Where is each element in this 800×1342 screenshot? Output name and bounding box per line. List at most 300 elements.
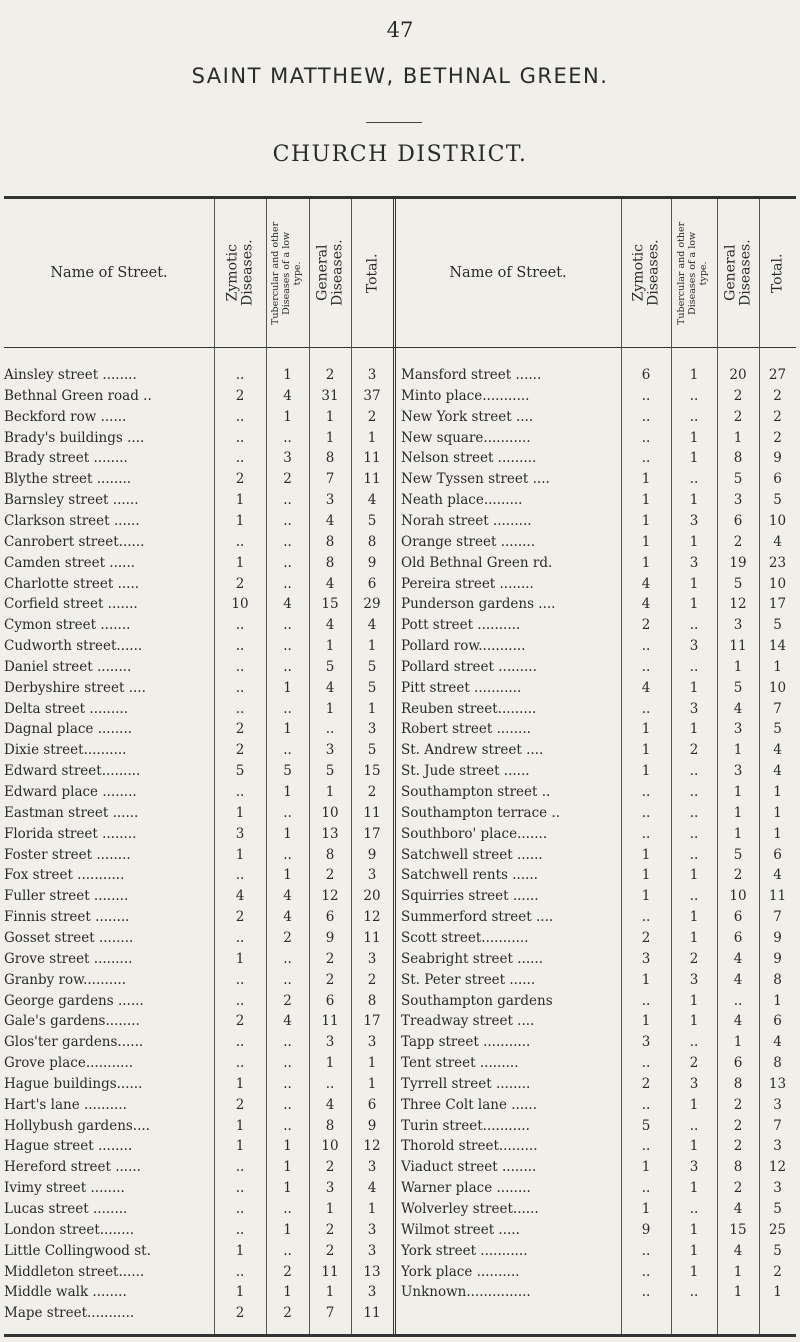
left-zymotic-cell: .. <box>235 1034 245 1051</box>
right-street-name: St. Andrew street .... <box>401 742 544 759</box>
left-total-cell: 3 <box>367 1221 377 1238</box>
table-row <box>4 1136 796 1156</box>
left-tubercular-cell: .. <box>283 492 292 509</box>
left-street-name: Derbyshire street .... <box>4 679 146 696</box>
left-general-cell: 3 <box>325 1180 335 1197</box>
page-title: SAINT MATTHEW, BETHNAL GREEN. <box>191 64 609 88</box>
right-total-cell: 2 <box>773 387 782 404</box>
right-total-cell: 3 <box>773 1180 782 1197</box>
right-total-cell: 9 <box>773 450 782 467</box>
left-street-name: Gosset street ........ <box>4 929 134 946</box>
left-street-name: Ainsley street ........ <box>4 367 137 383</box>
table-row <box>4 594 796 614</box>
right-street-name: Nelson street ......... <box>401 450 537 467</box>
right-tubercular-cell: 1 <box>689 429 699 446</box>
right-total-cell: 6 <box>773 846 782 863</box>
left-general-cell: 15 <box>321 596 339 613</box>
right-zymotic-cell: .. <box>641 408 651 425</box>
left-tubercular-cell: 1 <box>283 721 292 738</box>
right-total-cell: 4 <box>773 533 782 550</box>
left-street-name: Ivimy street ........ <box>4 1180 125 1197</box>
left-street-name: George gardens ...... <box>4 992 144 1009</box>
right-general-cell: 4 <box>733 1242 743 1259</box>
right-general-cell: 8 <box>733 450 743 467</box>
table-row <box>4 1032 796 1052</box>
left-general-cell: 8 <box>325 450 335 467</box>
right-zymotic-cell: 3 <box>641 950 651 967</box>
left-general-cell: 8 <box>325 846 335 863</box>
left-tubercular-cell: 4 <box>283 909 292 926</box>
right-street-name: Pereira street ........ <box>401 575 534 592</box>
left-zymotic-cell: 10 <box>231 596 249 613</box>
left-tubercular-cell: .. <box>283 1096 292 1113</box>
right-general-cell: 2 <box>733 867 743 884</box>
left-general-cell: 8 <box>325 1117 335 1134</box>
right-tubercular-cell: 1 <box>689 450 699 467</box>
left-general-cell: 5 <box>325 763 335 780</box>
left-zymotic-cell: 5 <box>235 763 245 780</box>
right-total-cell: 9 <box>773 950 782 967</box>
left-tubercular-cell: .. <box>283 658 292 675</box>
table-row <box>4 699 796 719</box>
table-row <box>4 1074 796 1094</box>
right-tubercular-cell: 1 <box>689 929 699 946</box>
left-general-cell: 11 <box>321 1013 339 1030</box>
left-zymotic-cell: 2 <box>235 1013 245 1030</box>
left-name-header-label: Name of Street. <box>50 265 168 281</box>
left-zymotic-cell: .. <box>235 971 245 988</box>
right-total-cell: 14 <box>768 638 787 655</box>
right-street-name: Wolverley street...... <box>401 1201 539 1217</box>
left-total-cell: 17 <box>363 825 381 842</box>
right-tubercular-cell: 1 <box>689 492 699 509</box>
title-divider <box>366 122 422 123</box>
right-total-cell: 4 <box>773 867 782 884</box>
right-zymotic-cell: .. <box>641 1180 651 1197</box>
left-street-name: Glos'ter gardens...... <box>4 1034 144 1051</box>
right-tubercular-cell: 1 <box>689 1013 699 1030</box>
table-row <box>4 1199 796 1219</box>
table-row <box>4 386 796 406</box>
table-row <box>4 970 796 990</box>
left-street-name: Grove place........... <box>4 1055 134 1072</box>
left-total-cell: 8 <box>367 992 377 1009</box>
left-zymotic-cell: 1 <box>235 950 245 967</box>
left-zymotic-cell: .. <box>235 679 245 696</box>
table-row <box>4 1282 796 1302</box>
left-tubercular-cell: 4 <box>283 387 292 404</box>
right-total-cell: 12 <box>768 1159 787 1176</box>
mortality-table <box>4 196 796 1337</box>
left-general-cell: 4 <box>325 512 335 529</box>
right-street-name: Pott street .......... <box>401 617 521 634</box>
left-tubercular-header <box>266 199 309 347</box>
left-general-cell: 10 <box>321 1138 339 1155</box>
right-general-cell: 3 <box>733 492 743 509</box>
left-general-cell: 3 <box>325 742 335 759</box>
left-general-cell: 11 <box>321 1263 339 1280</box>
right-total-cell: 27 <box>768 367 787 383</box>
left-total-cell: 6 <box>367 575 377 592</box>
right-general-cell: 20 <box>729 367 747 383</box>
right-general-cell: 8 <box>733 1075 743 1092</box>
right-name-header <box>395 199 621 347</box>
left-street-name: Middleton street...... <box>4 1263 145 1280</box>
left-zymotic-cell: 1 <box>235 1075 245 1092</box>
right-street-name: Seabright street ...... <box>401 950 544 967</box>
right-total-cell: 7 <box>773 909 782 926</box>
right-zymotic-cell: .. <box>641 1138 651 1155</box>
right-total-cell: 5 <box>773 1242 782 1259</box>
left-zymotic-cell: .. <box>235 617 245 634</box>
left-tubercular-cell: .. <box>283 1075 292 1092</box>
right-total-cell: 6 <box>773 1013 782 1030</box>
left-street-name: Edward place ........ <box>4 784 137 800</box>
right-total-cell: 17 <box>768 596 787 613</box>
right-zymotic-cell: .. <box>641 825 651 842</box>
left-tubercular-cell: .. <box>283 554 292 571</box>
left-zymotic-cell: 2 <box>235 575 245 592</box>
left-street-name: Gale's gardens........ <box>4 1013 140 1030</box>
right-tubercular-cell: 1 <box>689 596 699 613</box>
left-general-cell: 4 <box>325 1096 335 1113</box>
right-tubercular-cell: 1 <box>689 1263 699 1280</box>
table-row <box>4 761 796 781</box>
right-tubercular-cell: 3 <box>689 512 699 529</box>
left-tubercular-cell: .. <box>283 1201 292 1217</box>
left-zymotic-cell: 1 <box>235 846 245 863</box>
right-general-cell: 1 <box>733 429 743 446</box>
right-general-cell: 2 <box>733 408 743 425</box>
left-tubercular-cell: .. <box>283 512 292 529</box>
left-total-cell: 2 <box>367 971 377 988</box>
left-tubercular-cell: .. <box>283 1117 292 1134</box>
table-row <box>4 428 796 448</box>
right-total-cell: 11 <box>768 888 787 905</box>
right-tubercular-cell: 1 <box>689 867 699 884</box>
right-street-name: Southboro' place....... <box>401 825 548 842</box>
right-total-cell: 10 <box>768 679 787 696</box>
right-general-cell: 4 <box>733 700 743 717</box>
left-general-cell: 31 <box>321 387 339 404</box>
right-general-cell: 4 <box>733 1201 743 1217</box>
left-total-cell: 29 <box>363 596 381 613</box>
right-zymotic-cell: 9 <box>641 1221 651 1238</box>
left-zymotic-cell: .. <box>235 638 245 655</box>
left-zymotic-cell: .. <box>235 1201 245 1217</box>
right-general-cell: 6 <box>733 929 743 946</box>
left-tubercular-cell: .. <box>283 742 292 759</box>
left-tubercular-cell: 2 <box>283 1305 292 1322</box>
right-total-cell: 13 <box>768 1075 787 1092</box>
right-street-name: Treadway street .... <box>401 1013 535 1030</box>
table-row <box>4 845 796 865</box>
table-row <box>4 1241 796 1261</box>
table-header <box>4 199 796 348</box>
left-total-cell: 11 <box>363 1305 381 1322</box>
right-zymotic-cell: 1 <box>641 763 651 780</box>
table-row <box>4 740 796 760</box>
left-zymotic-cell: .. <box>235 929 245 946</box>
table-row <box>4 553 796 573</box>
left-tubercular-cell: .. <box>283 1034 292 1051</box>
right-street-name: Turin street........... <box>401 1117 530 1134</box>
right-tubercular-cell: .. <box>689 846 699 863</box>
left-street-name: Granby row.......... <box>4 971 126 988</box>
left-tubercular-cell: .. <box>283 429 292 446</box>
left-total-cell: 4 <box>367 1180 377 1197</box>
right-zymotic-cell: .. <box>641 638 651 655</box>
right-zymotic-cell: .. <box>641 992 651 1009</box>
left-street-name: Blythe street ........ <box>4 471 132 488</box>
right-zymotic-cell: .. <box>641 804 651 821</box>
right-total-cell: 1 <box>773 825 782 842</box>
left-tubercular-cell: 4 <box>283 888 292 905</box>
right-tubercular-cell: 1 <box>689 1180 699 1197</box>
left-total-cell: 15 <box>363 763 381 780</box>
right-zymotic-cell: 4 <box>641 575 651 592</box>
right-street-name: Robert street ........ <box>401 721 531 738</box>
left-total-cell: 6 <box>367 1096 377 1113</box>
left-street-name: Eastman street ...... <box>4 804 139 821</box>
left-street-name: Brady's buildings .... <box>4 429 145 446</box>
right-general-cell: 4 <box>733 950 743 967</box>
right-street-name: Southampton street .. <box>401 784 551 800</box>
right-tubercular-cell: 1 <box>689 1242 699 1259</box>
left-street-name: Hollybush gardens.... <box>4 1117 150 1134</box>
right-tubercular-cell: 1 <box>689 575 699 592</box>
right-tubercular-cell: 1 <box>689 1096 699 1113</box>
left-tubercular-cell: 1 <box>283 867 292 884</box>
right-general-cell: 5 <box>733 846 743 863</box>
right-general-cell: 3 <box>733 721 743 738</box>
right-tubercular-cell: 1 <box>689 533 699 550</box>
left-street-name: Edward street......... <box>4 763 141 780</box>
right-street-name: Reuben street......... <box>401 700 537 717</box>
left-tubercular-cell: 1 <box>283 1221 292 1238</box>
table-row <box>4 1011 796 1031</box>
page-subtitle: CHURCH DISTRICT. <box>272 142 528 167</box>
left-total-cell: 5 <box>367 679 377 696</box>
right-general-cell: 15 <box>729 1221 747 1238</box>
right-zymotic-cell: 2 <box>641 617 651 634</box>
right-general-cell: 5 <box>733 679 743 696</box>
right-total-cell: 25 <box>768 1221 787 1238</box>
left-zymotic-cell: .. <box>235 450 245 467</box>
left-total-cell: 11 <box>363 804 381 821</box>
right-tubercular-cell: .. <box>689 658 699 675</box>
left-general-cell: 6 <box>325 992 335 1009</box>
right-tubercular-cell: 1 <box>689 679 699 696</box>
left-zymotic-cell: .. <box>235 1159 245 1176</box>
table-row <box>4 365 796 385</box>
left-street-name: Canrobert street...... <box>4 533 145 550</box>
left-tubercular-cell: 1 <box>283 1180 292 1197</box>
left-general-cell: 2 <box>325 950 335 967</box>
left-zymotic-cell: .. <box>235 367 245 383</box>
table-row <box>4 928 796 948</box>
right-street-name: Three Colt lane ...... <box>401 1096 538 1113</box>
right-total-cell: 1 <box>773 804 782 821</box>
left-tubercular-cell: .. <box>283 1055 292 1072</box>
right-street-name: Neath place......... <box>401 492 523 509</box>
left-tubercular-cell: .. <box>283 950 292 967</box>
right-total-cell: 5 <box>773 492 782 509</box>
right-zymotic-cell: .. <box>641 784 651 800</box>
left-tubercular-cell: .. <box>283 533 292 550</box>
right-zymotic-cell: 2 <box>641 1075 651 1092</box>
right-tubercular-cell: 1 <box>689 367 699 383</box>
left-zymotic-cell: 2 <box>235 1096 245 1113</box>
left-street-name: Barnsley street ...... <box>4 492 139 509</box>
left-general-cell: 4 <box>325 575 335 592</box>
right-tubercular-cell: .. <box>689 471 699 488</box>
left-zymotic-cell: 1 <box>235 804 245 821</box>
left-street-name: Florida street ........ <box>4 825 137 842</box>
right-tubercular-cell: 1 <box>689 721 699 738</box>
right-street-name: New square........... <box>401 429 531 446</box>
right-zymotic-cell: 1 <box>641 742 651 759</box>
left-zymotic-cell: 1 <box>235 492 245 509</box>
left-zymotic-cell: 3 <box>235 825 245 842</box>
left-zymotic-cell: .. <box>235 1221 245 1238</box>
left-street-name: Brady street ........ <box>4 450 128 467</box>
right-street-name: New Tyssen street .... <box>401 471 550 488</box>
right-street-name: Mansford street ...... <box>401 367 542 383</box>
left-tubercular-cell: .. <box>283 700 292 717</box>
right-street-name: Satchwell rents ...... <box>401 867 538 884</box>
right-street-name: Minto place........... <box>401 387 530 404</box>
right-general-cell: 4 <box>733 1013 743 1030</box>
right-zymotic-cell: 1 <box>641 512 651 529</box>
table-row <box>4 1157 796 1177</box>
left-tubercular-cell: 1 <box>283 1138 292 1155</box>
right-street-name: Southampton gardens <box>401 992 553 1009</box>
right-total-header-label: Total. <box>769 253 786 293</box>
left-total-cell: 3 <box>367 721 377 738</box>
right-street-name: Thorold street......... <box>401 1138 538 1155</box>
left-street-name: Beckford row ...... <box>4 408 127 425</box>
right-street-name: St. Peter street ...... <box>401 971 536 988</box>
left-zymotic-cell: .. <box>235 700 245 717</box>
left-total-cell: 8 <box>367 533 377 550</box>
right-zymotic-cell: 1 <box>641 888 651 905</box>
right-zymotic-cell: .. <box>641 1284 651 1301</box>
left-zymotic-cell: .. <box>235 1055 245 1072</box>
left-zymotic-cell: 2 <box>235 721 245 738</box>
left-general-cell: 13 <box>321 825 339 842</box>
left-general-cell: .. <box>325 1075 335 1092</box>
right-general-cell: 6 <box>733 1055 743 1072</box>
right-general-cell: 1 <box>733 1263 743 1280</box>
left-general-cell: 2 <box>325 1242 335 1259</box>
right-general-cell: 5 <box>733 471 743 488</box>
table-row <box>4 865 796 885</box>
right-zymotic-header <box>621 199 671 347</box>
right-zymotic-cell: 1 <box>641 721 651 738</box>
right-total-cell: 9 <box>773 929 782 946</box>
left-general-cell: 3 <box>325 492 335 509</box>
left-general-cell: 2 <box>325 367 335 383</box>
page-number: 47 <box>386 18 414 42</box>
right-street-name: York place .......... <box>401 1263 520 1280</box>
left-tubercular-cell: .. <box>283 804 292 821</box>
right-tubercular-cell: .. <box>689 825 699 842</box>
left-street-name: Daniel street ........ <box>4 658 132 675</box>
right-tubercular-cell: 2 <box>689 950 699 967</box>
left-zymotic-header <box>214 199 266 347</box>
right-tubercular-cell: .. <box>689 387 699 404</box>
left-tubercular-cell: 2 <box>283 1263 292 1280</box>
left-general-cell: 3 <box>325 1034 335 1051</box>
table-row <box>4 719 796 739</box>
left-total-header-label: Total. <box>364 253 381 293</box>
right-total-cell: 4 <box>773 742 782 759</box>
right-general-cell: 3 <box>733 617 743 634</box>
left-zymotic-cell: 1 <box>235 1284 245 1301</box>
left-tubercular-cell: .. <box>283 575 292 592</box>
left-total-cell: 9 <box>367 554 377 571</box>
left-tubercular-cell: 1 <box>283 825 292 842</box>
right-street-name: Wilmot street ..... <box>401 1221 520 1238</box>
table-row <box>4 1053 796 1073</box>
right-zymotic-cell: .. <box>641 700 651 717</box>
right-zymotic-cell: 1 <box>641 971 651 988</box>
right-general-cell: 2 <box>733 1117 743 1134</box>
right-street-name: Summerford street .... <box>401 909 554 926</box>
right-general-cell: 1 <box>733 1034 743 1051</box>
left-general-cell: 7 <box>325 471 335 488</box>
left-total-cell: 3 <box>367 950 377 967</box>
right-general-cell: 6 <box>733 909 743 926</box>
left-total-cell: 12 <box>363 909 381 926</box>
table-row <box>4 532 796 552</box>
table-row <box>4 657 796 677</box>
left-tubercular-cell: 5 <box>283 763 292 780</box>
right-zymotic-cell: .. <box>641 658 651 675</box>
left-total-header <box>351 199 395 347</box>
left-zymotic-cell: .. <box>235 867 245 884</box>
table-row <box>4 407 796 427</box>
left-general-cell: 10 <box>321 804 339 821</box>
right-total-cell: 5 <box>773 617 782 634</box>
left-tubercular-cell: 3 <box>283 450 292 467</box>
right-total-cell: 6 <box>773 471 782 488</box>
table-row <box>4 490 796 510</box>
left-street-name: Hereford street ...... <box>4 1159 141 1176</box>
left-total-cell: 12 <box>363 1138 381 1155</box>
table-row <box>4 574 796 594</box>
right-general-cell: 2 <box>733 533 743 550</box>
left-total-cell: 9 <box>367 1117 377 1134</box>
left-general-cell: 1 <box>325 429 335 446</box>
table-row <box>4 886 796 906</box>
right-zymotic-cell: .. <box>641 909 651 926</box>
right-zymotic-cell: 5 <box>641 1117 651 1134</box>
right-street-name: Pitt street ........... <box>401 679 522 696</box>
left-tubercular-cell: 2 <box>283 992 292 1009</box>
right-street-name: Tapp street ........... <box>401 1034 531 1051</box>
left-general-cell: 5 <box>325 658 335 675</box>
right-general-cell: 1 <box>733 825 743 842</box>
right-general-cell: 1 <box>733 1284 743 1301</box>
left-total-cell: 11 <box>363 471 381 488</box>
left-zymotic-cell: 2 <box>235 387 245 404</box>
right-general-cell: 12 <box>729 596 747 613</box>
right-zymotic-cell: 1 <box>641 492 651 509</box>
left-zymotic-cell: 4 <box>235 888 245 905</box>
right-tubercular-cell: .. <box>689 784 699 800</box>
